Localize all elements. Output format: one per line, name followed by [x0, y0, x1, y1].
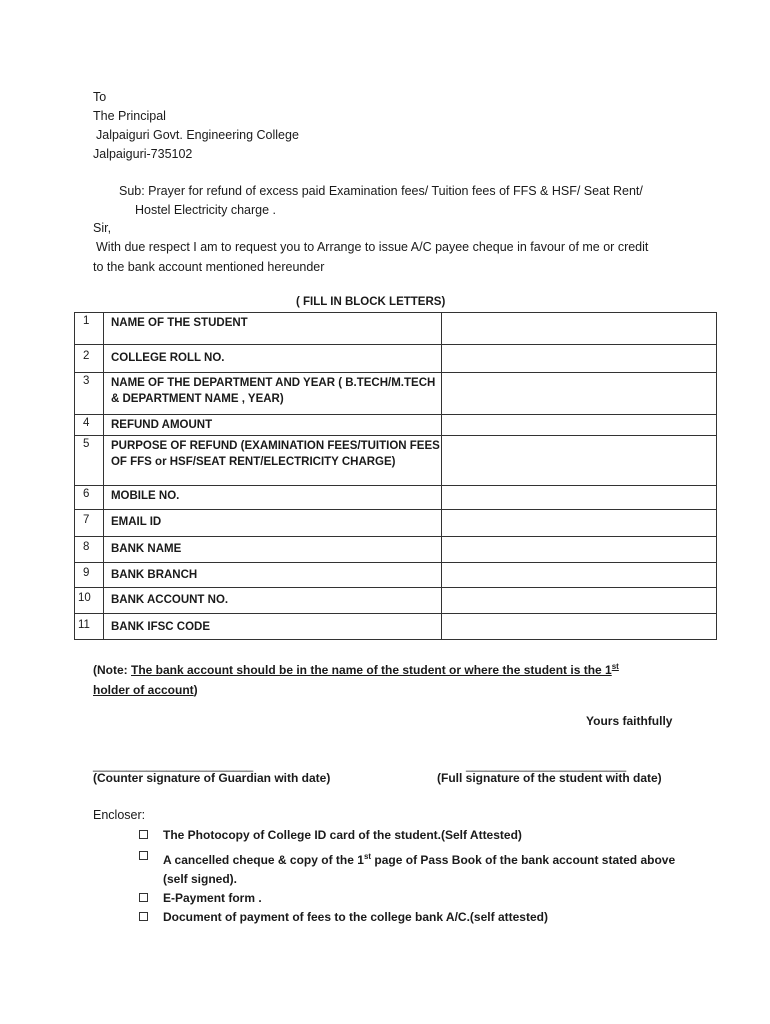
enclosures-title: Encloser: [93, 808, 146, 822]
guardian-signature-caption: (Counter signature of Guardian with date) [93, 771, 331, 785]
row-label: BANK IFSC CODE [103, 614, 441, 640]
address-college: Jalpaiguri Govt. Engineering College [96, 128, 299, 142]
refund-amount-field[interactable] [441, 415, 716, 436]
enclosure-text-sup: st [363, 852, 372, 861]
purpose-field[interactable] [441, 436, 716, 486]
checkbox-icon[interactable] [139, 830, 148, 839]
subject-line-1: Sub: Prayer for refund of excess paid Examination fees/ Tuition fees of FFS & HSF/ Seat Rent/ [119, 184, 643, 198]
row-label: BANK ACCOUNT NO. [103, 588, 441, 614]
row-label: BANK NAME [103, 537, 441, 563]
table-row [75, 415, 717, 436]
row-label: PURPOSE OF REFUND (EXAMINATION FEES/TUITION FEES OF FFS or HSF/SEAT RENT/ELECTRICITY CHARGE) [103, 436, 441, 486]
form-title: ( FILL IN BLOCK LETTERS) [296, 296, 446, 308]
table-row [75, 345, 717, 373]
note-underlined-2: holder of account [93, 683, 194, 697]
refund-form-table [74, 312, 717, 640]
enclosure-text: E-Payment form . [163, 891, 262, 905]
row-number: 10 [75, 588, 104, 614]
bank-name-field[interactable] [441, 537, 716, 563]
table-row [75, 436, 717, 486]
row-number: 3 [75, 373, 104, 415]
row-label: EMAIL ID [103, 510, 441, 537]
ifsc-field[interactable] [441, 614, 716, 640]
row-label: BANK BRANCH [103, 563, 441, 588]
row-number: 11 [75, 614, 104, 640]
student-signature-caption: (Full signature of the student with date) [437, 771, 662, 785]
table-row [75, 373, 717, 415]
account-note [93, 657, 693, 700]
row-number: 8 [75, 537, 104, 563]
row-number: 1 [75, 313, 104, 345]
row-number: 2 [75, 345, 104, 373]
row-label: NAME OF THE DEPARTMENT AND YEAR ( B.TECH/M.TECH & DEPARTMENT NAME , YEAR) [103, 373, 441, 415]
table-row [75, 486, 717, 510]
table-row [75, 537, 717, 563]
student-signature-line: ________________________ [466, 758, 627, 772]
table-row [75, 313, 717, 345]
row-label: MOBILE NO. [103, 486, 441, 510]
table-row [75, 510, 717, 537]
row-number: 9 [75, 563, 104, 588]
guardian-signature-line: ________________________ [93, 758, 254, 772]
list-item [139, 889, 703, 908]
row-label: REFUND AMOUNT [103, 415, 441, 436]
list-item [139, 847, 703, 889]
list-item [139, 908, 703, 927]
salutation: Sir, [93, 221, 112, 235]
row-number: 7 [75, 510, 104, 537]
checkbox-icon[interactable] [139, 912, 148, 921]
address-city: Jalpaiguri-735102 [93, 147, 193, 161]
table-row [75, 588, 717, 614]
note-suffix: ) [193, 683, 198, 697]
address-block [93, 88, 299, 164]
row-number: 4 [75, 415, 104, 436]
enclosure-text [163, 847, 703, 889]
enclosure-text: Document of payment of fees to the college bank A/C.(self attested) [163, 910, 548, 924]
row-number: 5 [75, 436, 104, 486]
note-underlined: The bank account should be in the name of the student or where the student is the 1 [131, 663, 612, 677]
closing: Yours faithfully [586, 714, 673, 728]
row-number: 6 [75, 486, 104, 510]
department-year-field[interactable] [441, 373, 716, 415]
row-label: COLLEGE ROLL NO. [103, 345, 441, 373]
mobile-field[interactable] [441, 486, 716, 510]
bank-account-field[interactable] [441, 588, 716, 614]
student-name-field[interactable] [441, 313, 716, 345]
address-to: To [93, 90, 107, 104]
roll-no-field[interactable] [441, 345, 716, 373]
bank-branch-field[interactable] [441, 563, 716, 588]
enclosure-text-post: page of Pass Book of the bank account stated above (self signed). [163, 853, 676, 886]
list-item [139, 826, 703, 845]
enclosure-text: The Photocopy of College ID card of the student.(Self Attested) [163, 828, 522, 842]
enclosures-list [139, 826, 703, 927]
subject-line-2: Hostel Electricity charge . [135, 203, 277, 217]
table-row [75, 614, 717, 640]
enclosure-text-pre: A cancelled cheque & copy of the 1 [163, 853, 364, 867]
checkbox-icon[interactable] [139, 893, 148, 902]
address-principal: The Principal [93, 109, 166, 123]
note-prefix: (Note: [93, 663, 131, 677]
checkbox-icon[interactable] [139, 851, 148, 860]
table-row [75, 563, 717, 588]
email-field[interactable] [441, 510, 716, 537]
row-label: NAME OF THE STUDENT [103, 313, 441, 345]
note-sup: st [611, 662, 619, 671]
body-line-2: to the bank account mentioned hereunder [93, 260, 325, 274]
body-line-1: With due respect I am to request you to Arrange to issue A/C payee cheque in favour of me or credit [96, 240, 649, 254]
